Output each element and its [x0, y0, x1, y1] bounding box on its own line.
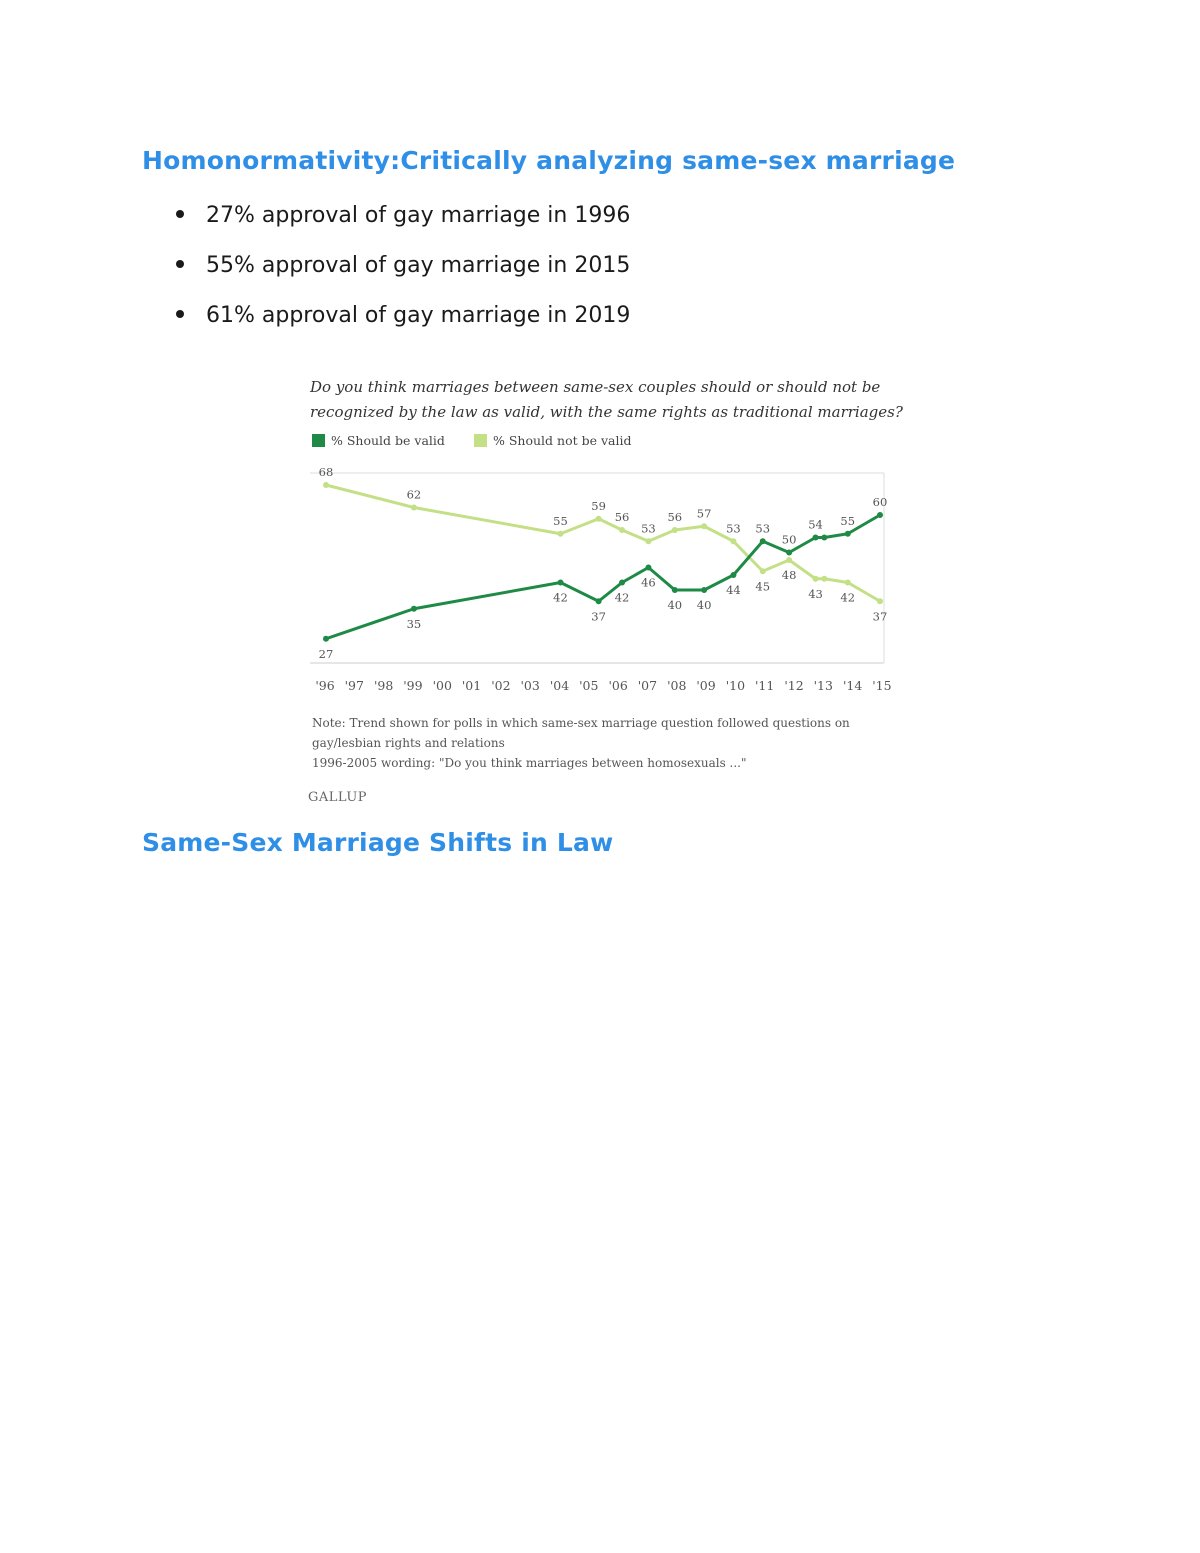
- bullet-dot-icon: [176, 210, 184, 218]
- data-label: 42: [553, 590, 568, 605]
- data-point-should-be-valid: [786, 550, 792, 556]
- data-point-should-not-be-valid: [730, 538, 736, 544]
- data-label: 53: [726, 521, 741, 536]
- data-label: 43: [808, 586, 823, 601]
- data-label: 46: [641, 575, 656, 590]
- x-tick-label: '07: [637, 678, 658, 693]
- x-tick-label: '05: [579, 678, 599, 693]
- data-point-should-not-be-valid: [672, 527, 678, 533]
- x-tick-label: '04: [549, 678, 570, 693]
- data-point-should-not-be-valid: [760, 568, 766, 574]
- gallup-chart-figure: [142, 365, 1060, 815]
- bullet-text: 55% approval of gay marriage in 2015: [206, 253, 631, 278]
- note-line: Note: Trend shown for polls in which same-sex marriage question followed questions on: [312, 716, 850, 730]
- chart-question: Do you think marriages between same-sex couples should or should not be recognized by the law as valid, with the same rights as traditional marriages?: [310, 378, 903, 421]
- data-label: 53: [641, 521, 656, 536]
- x-tick-label: '12: [784, 678, 804, 693]
- bullet-item: [176, 296, 630, 346]
- chart-note: [312, 713, 912, 773]
- data-point-should-be-valid: [411, 606, 417, 612]
- bullet-dot-icon: [176, 310, 184, 318]
- data-label: 42: [840, 590, 856, 605]
- x-tick-label: '97: [344, 678, 364, 693]
- x-tick-label: '13: [813, 678, 833, 693]
- data-point-should-not-be-valid: [845, 580, 851, 586]
- data-label: 44: [726, 583, 741, 597]
- data-label: 27: [318, 646, 334, 661]
- legend-label: % Should not be valid: [493, 433, 632, 448]
- bullet-text: 27% approval of gay marriage in 1996: [206, 203, 631, 228]
- data-label: 48: [781, 568, 797, 582]
- data-label: 37: [872, 609, 888, 624]
- data-point-should-not-be-valid: [557, 531, 563, 537]
- line-chart: [142, 365, 1060, 705]
- data-point-should-not-be-valid: [596, 516, 602, 522]
- x-tick-label: '96: [315, 678, 335, 693]
- data-point-should-not-be-valid: [813, 576, 819, 582]
- data-label: 45: [755, 579, 771, 594]
- data-label: 59: [591, 498, 606, 513]
- data-label: 60: [872, 495, 888, 509]
- x-tick-label: '10: [725, 678, 746, 693]
- data-label: 37: [591, 609, 606, 624]
- data-point-should-be-valid: [877, 512, 883, 518]
- data-point-should-be-valid: [323, 636, 329, 642]
- bullet-text: 61% approval of gay marriage in 2019: [206, 303, 631, 328]
- bullet-item: [176, 246, 630, 296]
- data-label: 62: [406, 487, 422, 502]
- data-label: 50: [781, 532, 797, 547]
- x-tick-label: '98: [373, 678, 394, 693]
- section-heading-shifts-in-law: Same-Sex Marriage Shifts in Law: [142, 828, 614, 857]
- data-point-should-not-be-valid: [323, 482, 329, 488]
- data-label: 55: [840, 513, 856, 528]
- source-logo: GALLUP: [308, 790, 368, 805]
- data-point-should-not-be-valid: [821, 576, 827, 582]
- data-point-should-not-be-valid: [411, 505, 417, 511]
- data-label: 42: [614, 590, 630, 605]
- bullet-list: [176, 196, 630, 346]
- data-label: 57: [696, 506, 712, 521]
- x-tick-label: '09: [696, 678, 716, 693]
- x-tick-label: '99: [403, 678, 423, 693]
- note-line: 1996-2005 wording: "Do you think marriages between homosexuals ...": [312, 756, 747, 770]
- data-point-should-be-valid: [813, 535, 819, 541]
- x-tick-label: '01: [461, 678, 482, 693]
- data-label: 35: [406, 616, 422, 631]
- section-heading-homonormativity: Homonormativity:Critically analyzing same-sex marriage: [142, 146, 956, 175]
- data-point-should-not-be-valid: [701, 523, 707, 529]
- data-label: 40: [667, 598, 683, 612]
- data-point-should-be-valid: [596, 598, 602, 604]
- data-point-should-be-valid: [821, 535, 827, 541]
- data-point-should-be-valid: [672, 587, 678, 593]
- data-label: 54: [808, 517, 823, 532]
- x-tick-label: '02: [491, 678, 511, 693]
- data-point-should-not-be-valid: [645, 538, 651, 544]
- data-point-should-be-valid: [730, 572, 736, 578]
- x-tick-label: '06: [608, 678, 628, 693]
- data-label: 56: [667, 510, 683, 524]
- x-tick-label: '03: [520, 678, 540, 693]
- data-label: 68: [318, 465, 334, 479]
- data-point-should-not-be-valid: [786, 557, 792, 563]
- data-label: 55: [553, 513, 568, 528]
- bullet-item: [176, 196, 630, 246]
- x-tick-label: '15: [872, 678, 892, 693]
- data-point-should-be-valid: [619, 580, 625, 586]
- note-line: gay/lesbian rights and relations: [312, 736, 505, 750]
- data-point-should-be-valid: [645, 565, 651, 571]
- x-tick-label: '14: [842, 678, 863, 693]
- data-point-should-be-valid: [701, 587, 707, 593]
- x-tick-label: '08: [667, 678, 687, 693]
- data-label: 40: [696, 598, 712, 612]
- data-point-should-not-be-valid: [877, 598, 883, 604]
- x-tick-label: '11: [755, 678, 775, 693]
- data-point-should-be-valid: [845, 531, 851, 537]
- data-label: 56: [614, 510, 630, 524]
- data-point-should-be-valid: [557, 580, 563, 586]
- data-label: 53: [755, 521, 771, 536]
- data-point-should-be-valid: [760, 538, 766, 544]
- x-tick-label: '00: [432, 678, 452, 693]
- bullet-dot-icon: [176, 260, 184, 268]
- legend-label: % Should be valid: [331, 433, 445, 448]
- data-point-should-not-be-valid: [619, 527, 625, 533]
